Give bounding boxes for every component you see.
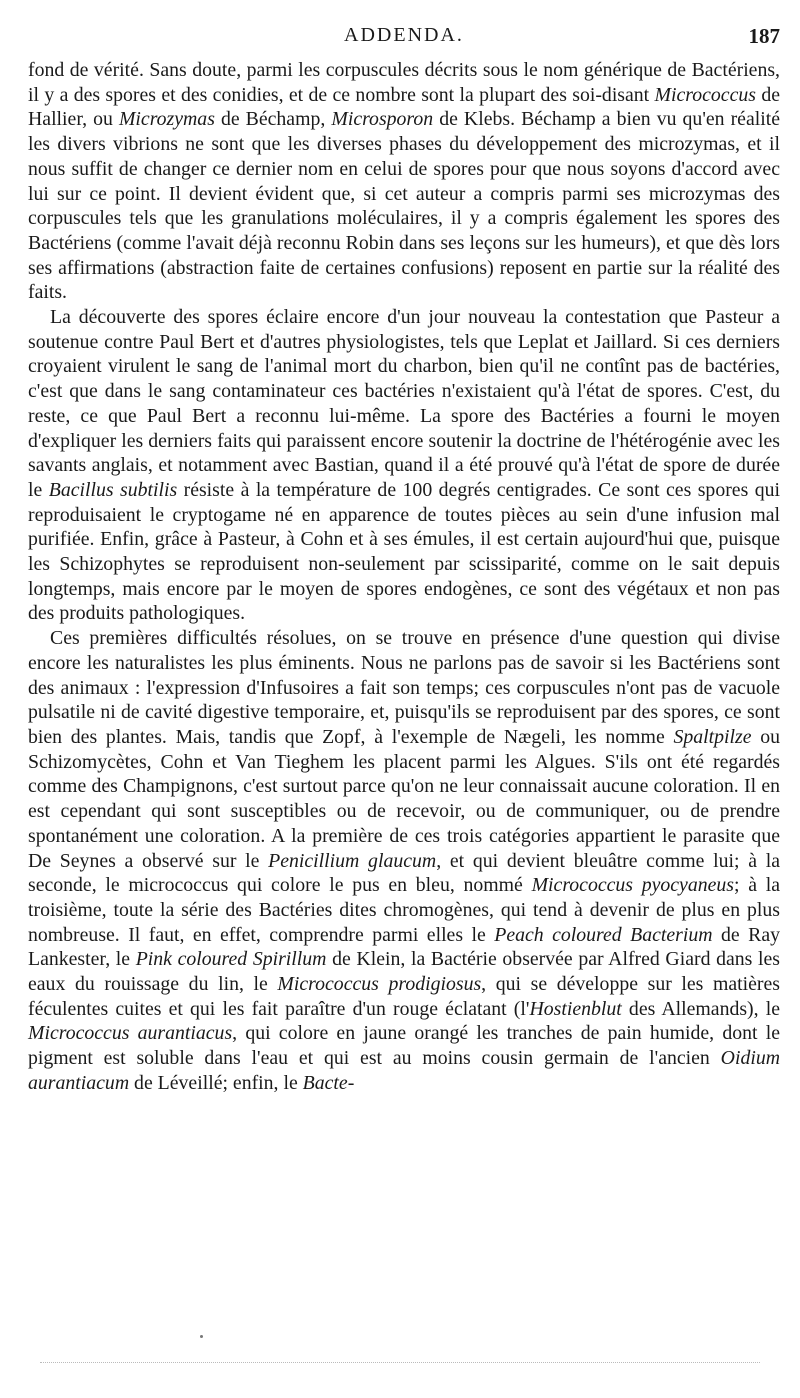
text-run: La découverte des spores éclaire encore d'un jour nouveau la contestation que Pasteur a soutenue contre Paul Bert et d'autres physiologistes, tels que Leplat et Jaillard. Si ces derniers croyaient virulent le sang de l'animal mort du charbon, bien qu'il ne contînt pas de bactéries, c'est que dans le sang contaminateur ces bactéries n'existaient qu'à l'état de spores. C'est, du reste, ce que Paul Bert a reconnu lui-même. La spore des Bactéries a fourni le moyen d'expliquer les derniers faits qui paraissent encore soutenir la doctrine de l'hétérogénie avec les savants anglais, et notamment avec Bastian, quand il a été prouvé qu'à l'état de spore de durée le: [28, 306, 780, 501]
italic-term: Micrococcus pyocyaneus: [531, 874, 734, 897]
text-run: de Klein, la Bactérie observée par Alfred Giard dans les eaux du rouissage du lin, le: [28, 948, 780, 996]
text-run: ou Schizomycètes, Cohn et Van Tieghem les placent parmi les Algues. S'ils ont été regardés comme des Champignons, c'est surtout parce qu'on ne leur connaissait aucune coloration. Il en est cependant qui sont susceptibles ou de recevoir, ou de communiquer, ou de prendre spontanément une coloration. A la première de ces trois catégories appartient le parasite que De Seynes a observé sur le: [28, 725, 780, 872]
text-run: de Ray Lankester, le: [28, 923, 781, 971]
italic-term: Bacte-: [302, 1071, 355, 1094]
text-run: de Léveillé; enfin, le: [129, 1071, 303, 1094]
page-number: 187: [748, 24, 780, 48]
italic-term: Microsporon: [331, 108, 434, 131]
text-run: , et qui devient bleuâtre comme lui; à la seconde, le micrococcus qui colore le pus en bleu, nommé: [28, 849, 780, 897]
italic-term: Peach coloured Bacterium: [494, 923, 713, 946]
text-run: des Allemands), le: [621, 997, 780, 1020]
text-run: résiste à la température de 100 degrés centigrades. Ce sont ces spores qui reproduisaient le cryptogame né en apparence de toutes pièces au sein d'une infusion mal purifiée. Enfin, grâce à Pasteur, à Cohn et à ses émules, il est certain aujourd'hui que, puisque les Schizophytes se reproduisent non-seulement par scissiparité, comme on le sait depuis longtemps, mais encore par le moyen de spores endogènes, ce sont des végétaux et non pas des produits pathologiques.: [28, 478, 780, 625]
print-speck: [200, 1335, 203, 1338]
italic-term: Spaltpilze: [673, 725, 752, 748]
text-run: Ces premières difficultés résolues, on se trouve en présence d'une question qui divise encore les naturalistes les plus éminents. Nous ne parlons pas de savoir si les Bactériens sont des animaux : l'expression d'Infusoires a fait son temps; ces corpuscules n'ont pas de vacuole pulsatile ni de cavité digestive temporaire, et, puisqu'ils se reproduisent par des spores, ce sont bien des plantes. Mais, tandis que Zopf, à l'exemple de Nægeli, les nomme: [28, 627, 780, 748]
text-run: de Béchamp,: [214, 108, 332, 131]
italic-term: Penicillium glaucum: [268, 849, 437, 872]
paragraph-2: [28, 305, 780, 626]
italic-term: Micrococcus prodigiosus: [277, 973, 482, 996]
text-run: de Hallier, ou: [28, 83, 780, 131]
italic-term: Oidium aurantiacum: [28, 1047, 780, 1094]
bottom-scan-noise: [40, 1362, 760, 1367]
italic-term: Micrococcus: [654, 83, 756, 106]
text-run: ; à la troisième, toute la série des Bactéries dites chromogènes, qui tend à devenir de plus en plus nombreuse. Il faut, en effet, comprendre parmi elles le: [28, 874, 780, 946]
text-run: de Klebs. Béchamp a bien vu qu'en réalité les divers vibrions ne sont que les diverses phases du développement des microzymas, et il nous suffit de changer ce dernier nom en celui de spores pour que nous soyons d'accord avec lui sur ce point. Il devient évident que, si cet auteur a compris parmi ses microzymas des corpuscules tels que les granulations moléculaires, il y a compris également les spores des Bactériens (comme l'avait déjà reconnu Robin dans ses leçons sur les humeurs), et que dès lors ses affirmations (abstraction faite de certaines confusions) reposent en partie sur la réalité des faits.: [28, 108, 781, 304]
page-body: [28, 58, 780, 1096]
italic-term: Micrococcus aurantiacus: [28, 1022, 233, 1045]
italic-term: Pink coloured Spirillum: [135, 948, 327, 971]
page-header: [28, 24, 780, 54]
italic-term: Hostienblut: [529, 997, 622, 1020]
running-title: ADDENDA.: [344, 24, 464, 46]
text-run: fond de vérité. Sans doute, parmi les corpuscules décrits sous le nom générique de Bactériens, il y a des spores et des conidies, et de ce nombre sont la plupart des soi-disant: [28, 59, 780, 106]
italic-term: Microzymas: [118, 108, 215, 131]
text-run: , qui se développe sur les matières féculentes cuites et qui les fait paraître d'un rouge éclatant (l': [28, 973, 781, 1020]
italic-term: Bacillus subtilis: [48, 478, 178, 501]
paragraph-1: [28, 58, 780, 305]
text-run: , qui colore en jaune orangé les tranches de pain humide, dont le pigment est soluble dans l'eau et qui est au moins cousin germain de l'ancien: [28, 1022, 780, 1070]
paragraph-3: [28, 626, 780, 1095]
